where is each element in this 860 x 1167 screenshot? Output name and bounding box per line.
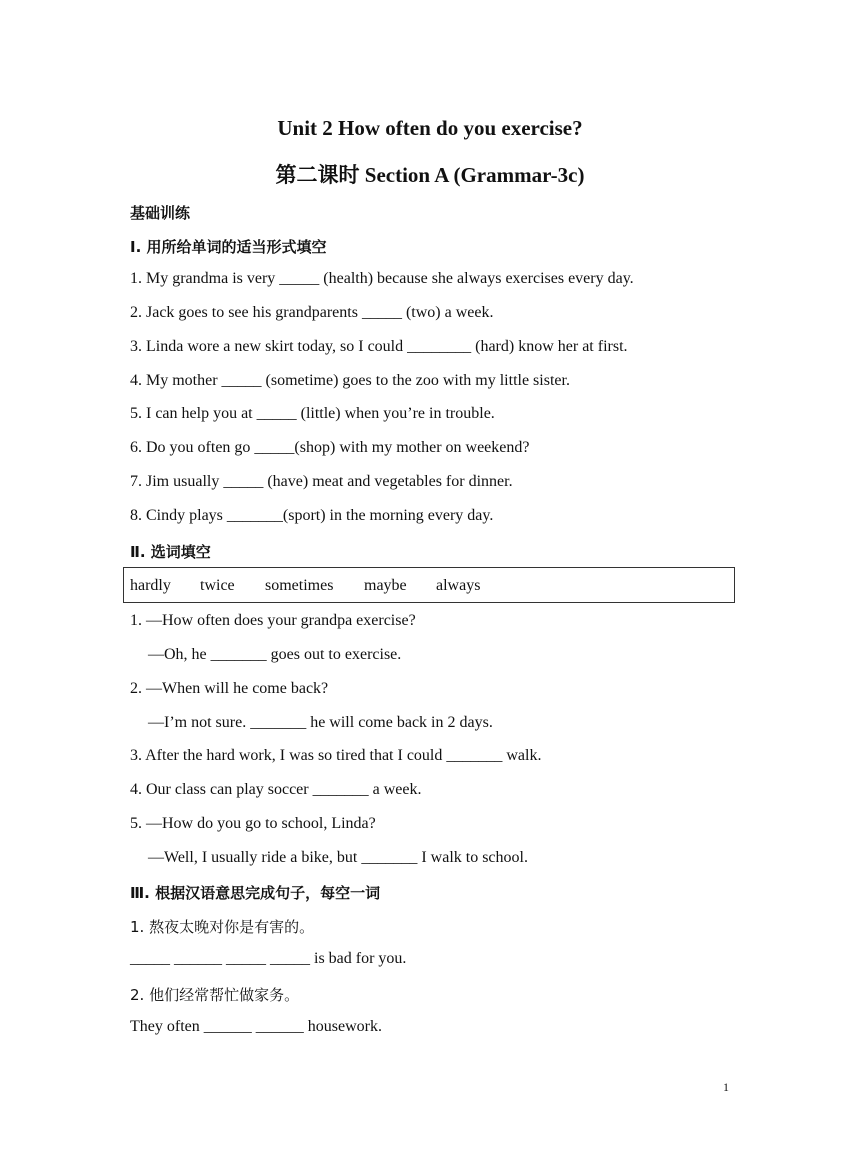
- part3-line: They often ______ ______ housework.: [130, 1018, 382, 1035]
- part3-line: _____ ______ _____ _____ is bad for you.: [130, 950, 407, 967]
- part2-line: —Oh, he _______ goes out to exercise.: [148, 646, 402, 663]
- part2-line: —I’m not sure. _______ he will come back in 2 days.: [148, 714, 493, 731]
- part2-line: 4. Our class can play soccer _______ a week.: [130, 781, 422, 798]
- part1-item: 3. Linda wore a new skirt today, so I could ________ (hard) know her at first.: [130, 338, 628, 355]
- page-number: 1: [723, 1080, 729, 1094]
- word-bank-word: always: [436, 577, 481, 594]
- part1-item: 4. My mother _____ (sometime) goes to the zoo with my little sister.: [130, 372, 570, 389]
- part1-item: 7. Jim usually _____ (have) meat and vegetables for dinner.: [130, 473, 513, 490]
- word-bank-box: [123, 567, 735, 603]
- part1-item: 2. Jack goes to see his grandparents _____ (two) a week.: [130, 304, 494, 321]
- word-bank-word: sometimes: [265, 577, 334, 594]
- page-title: Unit 2 How often do you exercise?: [277, 116, 583, 140]
- word-bank-word: maybe: [364, 577, 407, 594]
- part3-line: 2. 他们经常帮忙做家务。: [130, 986, 300, 1004]
- part2-heading: Ⅱ. 选词填空: [130, 543, 211, 561]
- part1-item: 8. Cindy plays _______(sport) in the morning every day.: [130, 507, 494, 524]
- part1-item: 5. I can help you at _____ (little) when you’re in trouble.: [130, 405, 495, 422]
- part1-item: 6. Do you often go _____(shop) with my mother on weekend?: [130, 439, 530, 456]
- part2-line: 1. —How often does your grandpa exercise?: [130, 612, 416, 629]
- part2-line: 2. —When will he come back?: [130, 680, 329, 697]
- word-bank-word: hardly: [130, 577, 171, 594]
- part1-item: 1. My grandma is very _____ (health) because she always exercises every day.: [130, 270, 634, 287]
- word-bank-word: twice: [200, 577, 235, 594]
- part2-line: 3. After the hard work, I was so tired that I could _______ walk.: [130, 747, 542, 764]
- part2-line: —Well, I usually ride a bike, but _______ I walk to school.: [148, 849, 528, 866]
- page-subtitle: 第二课时 Section A (Grammar-3c): [275, 163, 585, 187]
- basic-training-label: 基础训练: [130, 204, 191, 222]
- part1-heading: Ⅰ. 用所给单词的适当形式填空: [130, 238, 327, 256]
- part3-line: 1. 熬夜太晚对你是有害的。: [130, 918, 315, 936]
- part2-line: 5. —How do you go to school, Linda?: [130, 815, 376, 832]
- part3-heading: Ⅲ. 根据汉语意思完成句子，每空一词: [130, 884, 381, 902]
